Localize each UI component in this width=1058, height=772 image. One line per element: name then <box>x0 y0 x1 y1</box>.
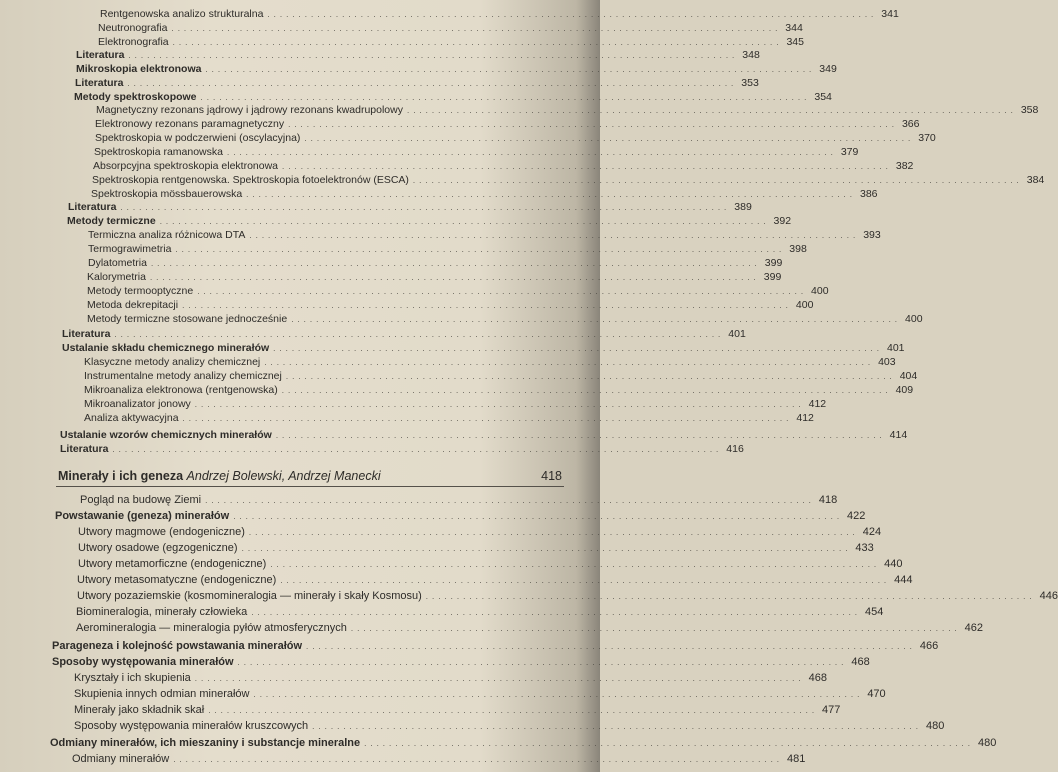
toc-entry <box>62 328 746 340</box>
entry-title: Spektroskopia ramanowska <box>94 146 223 158</box>
entry-page: 454 <box>865 606 884 618</box>
toc-entry <box>55 510 866 522</box>
toc-entry <box>84 398 827 410</box>
entry-page: 400 <box>811 285 829 297</box>
toc-entry <box>84 356 896 368</box>
dot-leader: .................................................................................................. <box>350 624 961 633</box>
entry-page: 403 <box>878 356 896 368</box>
entry-title: Elektronowy rezonans paramagnetyczny <box>95 118 285 130</box>
entry-page: 468 <box>851 656 870 668</box>
toc-entry <box>80 494 838 506</box>
entry-page: 444 <box>894 574 913 586</box>
entry-title: Parageneza i kolejność powstawania minerałów <box>52 640 303 652</box>
toc-entry <box>95 132 936 144</box>
entry-page: 382 <box>895 160 914 172</box>
toc-entry <box>67 215 792 227</box>
entry-title: Spektroskopia w podczerwieni (oscylacyjna) <box>95 132 301 144</box>
entry-page: 358 <box>1020 104 1039 116</box>
entry-page: 384 <box>1026 174 1045 186</box>
toc-entry <box>91 188 878 200</box>
chapter-title: Minerały i ich geneza <box>58 469 184 483</box>
entry-page: 401 <box>728 328 746 340</box>
toc-entry <box>87 299 814 311</box>
dot-leader: .................................................................................................. <box>194 674 805 683</box>
dot-leader: .................................................................................................. <box>406 106 1017 115</box>
entry-page: 414 <box>889 429 908 441</box>
entry-title: Ustalanie wzorów chemicznych minerałów <box>60 429 272 441</box>
toc-entry <box>88 243 807 255</box>
entry-page: 344 <box>785 22 803 34</box>
dot-leader: .................................................................................................. <box>226 148 837 157</box>
entry-title: Mikroanaliza elektronowa (rentgenowska) <box>84 384 278 396</box>
toc-entry <box>88 257 783 269</box>
toc-entry <box>76 49 760 61</box>
entry-title: Pogląd na budowę Ziemi <box>80 494 202 506</box>
toc-entry <box>75 77 759 89</box>
entry-page: 422 <box>847 510 866 522</box>
toc-entry <box>87 313 923 325</box>
toc-entry <box>84 412 814 424</box>
entry-title: Utwory metasomatyczne (endogeniczne) <box>77 574 277 586</box>
entry-page: 393 <box>863 229 881 241</box>
entry-title: Termiczna analiza różnicowa DTA <box>88 229 246 241</box>
entry-title: Literatura <box>62 328 111 340</box>
dot-leader: .................................................................................................. <box>172 38 783 47</box>
dot-leader: .................................................................................................. <box>246 190 856 199</box>
entry-title: Utwory pozaziemskie (kosmomineralogia — minerały i skały Kosmosu) <box>77 590 422 602</box>
dot-leader: .................................................................................................. <box>114 330 725 339</box>
dot-leader: .................................................................................................. <box>208 706 819 715</box>
entry-page: 470 <box>867 688 886 700</box>
entry-title: Elektronografia <box>98 36 169 48</box>
entry-page: 353 <box>741 77 759 89</box>
entry-title: Aeromineralogia — mineralogia pyłów atmosferycznych <box>76 622 347 634</box>
toc-entry <box>74 688 886 700</box>
entry-title: Metody spektroskopowe <box>74 91 197 103</box>
entry-page: 418 <box>818 494 838 506</box>
entry-title: Minerały jako składnik skał <box>74 704 205 716</box>
toc-entry <box>50 737 997 749</box>
dot-leader: .................................................................................................. <box>273 344 883 353</box>
entry-title: Literatura <box>60 443 109 455</box>
entry-page: 400 <box>905 313 923 325</box>
entry-title: Metody termooptyczne <box>87 285 194 297</box>
entry-page: 412 <box>796 412 814 424</box>
toc-entry <box>84 370 918 382</box>
toc-entry <box>98 22 803 34</box>
entry-title: Spektroskopia rentgenowska. Spektroskopia fotoelektronów (ESCA) <box>92 174 409 186</box>
entry-title: Klasyczne metody analizy chemicznej <box>84 356 261 368</box>
entry-page: 399 <box>764 257 783 269</box>
entry-title: Absorpcyjna spektroskopia elektronowa <box>93 160 279 172</box>
entry-page: 466 <box>919 640 939 652</box>
entry-page: 379 <box>840 146 859 158</box>
toc-entry <box>72 753 806 765</box>
dot-leader: .................................................................................................. <box>149 273 760 282</box>
chapter-title-block <box>58 469 381 483</box>
entry-title: Sposoby występowania minerałów kruszcowych <box>74 720 309 732</box>
dot-leader: .................................................................................................. <box>275 431 886 440</box>
dot-leader: .................................................................................................. <box>304 134 915 143</box>
dot-leader: .................................................................................................. <box>120 203 731 212</box>
toc-entry <box>78 558 903 570</box>
dot-leader: .................................................................................................. <box>237 658 848 667</box>
entry-page: 480 <box>977 737 997 749</box>
toc-entry <box>74 704 841 716</box>
toc-entry <box>96 104 1039 116</box>
entry-title: Metoda dekrepitacji <box>87 299 179 311</box>
entry-page: 404 <box>899 370 918 382</box>
toc-entry <box>77 574 913 586</box>
entry-title: Skupienia innych odmian minerałów <box>74 688 250 700</box>
dot-leader: .................................................................................................. <box>194 400 805 409</box>
toc-entry <box>76 622 984 634</box>
entry-title: Mikroanalizator jonowy <box>84 398 191 410</box>
dot-leader: .................................................................................................. <box>291 315 902 324</box>
entry-page: 468 <box>808 672 827 684</box>
toc-entry <box>76 606 884 618</box>
toc-entry <box>60 429 908 441</box>
toc-entry <box>94 146 859 158</box>
entry-title: Termograwimetria <box>88 243 172 255</box>
toc-entry <box>60 443 744 455</box>
toc-entry <box>76 63 837 75</box>
entry-page: 398 <box>789 243 807 255</box>
entry-page: 480 <box>926 720 945 732</box>
entry-page: 424 <box>862 526 882 538</box>
toc-entry <box>52 640 939 652</box>
entry-page: 348 <box>742 49 760 61</box>
dot-leader: .................................................................................................. <box>425 592 1036 601</box>
toc-entry <box>93 160 914 172</box>
entry-title: Ustalanie składu chemicznego minerałów <box>62 342 270 354</box>
dot-leader: .................................................................................................. <box>159 217 770 226</box>
entry-page: 366 <box>901 118 920 130</box>
entry-title: Literatura <box>75 77 124 89</box>
entry-page: 401 <box>886 342 905 354</box>
entry-title: Utwory osadowe (egzogeniczne) <box>78 542 238 554</box>
entry-page: 462 <box>964 622 984 634</box>
entry-page: 477 <box>822 704 841 716</box>
entry-title: Rentgenowska analizo strukturalna <box>100 8 264 20</box>
entry-title: Spektroskopia mössbauerowska <box>91 188 243 200</box>
dot-leader: .................................................................................................. <box>267 10 878 19</box>
entry-page: 412 <box>808 398 827 410</box>
entry-page: 345 <box>786 36 804 48</box>
chapter-page: 418 <box>541 469 562 483</box>
entry-title: Kryształy i ich skupienia <box>74 672 191 684</box>
dot-leader: .................................................................................................. <box>197 287 808 296</box>
entry-title: Magnetyczny rezonans jądrowy i jądrowy rezonans kwadrupolowy <box>96 104 403 116</box>
dot-leader: .................................................................................................. <box>285 372 896 381</box>
dot-leader: .................................................................................................. <box>205 496 815 505</box>
dot-leader: .................................................................................................. <box>270 560 881 569</box>
dot-leader: .................................................................................................. <box>233 512 844 521</box>
dot-leader: .................................................................................................. <box>253 690 864 699</box>
dot-leader: .................................................................................................. <box>205 65 816 74</box>
entry-page: 409 <box>895 384 914 396</box>
toc-entry <box>68 201 752 213</box>
chapter-authors: Andrzej Bolewski, Andrzej Manecki <box>186 469 381 483</box>
chapter-rule <box>56 486 564 487</box>
dot-leader: .................................................................................................. <box>412 176 1023 185</box>
entry-title: Instrumentalne metody analizy chemicznej <box>84 370 282 382</box>
dot-leader: .................................................................................................. <box>251 608 862 617</box>
entry-title: Dylatometria <box>88 257 147 269</box>
toc-entry <box>95 118 920 130</box>
entry-page: 399 <box>763 271 782 283</box>
dot-leader: .................................................................................................. <box>182 301 792 310</box>
dot-leader: .................................................................................................. <box>127 79 738 88</box>
toc-entry <box>78 526 882 538</box>
entry-title: Neutronografia <box>98 22 168 34</box>
entry-page: 400 <box>795 299 814 311</box>
entry-title: Sposoby występowania minerałów <box>52 656 234 668</box>
chapter-heading <box>58 469 562 483</box>
entry-title: Analiza aktywacyjna <box>84 412 179 424</box>
entry-page: 440 <box>884 558 903 570</box>
dot-leader: .................................................................................................. <box>241 544 852 553</box>
entry-title: Powstawanie (geneza) minerałów <box>55 510 230 522</box>
entry-page: 481 <box>787 753 806 765</box>
entry-page: 389 <box>734 201 752 213</box>
toc-entry <box>87 285 829 297</box>
entry-title: Mikroskopia elektronowa <box>76 63 202 75</box>
entry-page: 354 <box>814 91 832 103</box>
toc-entry <box>78 542 874 554</box>
entry-title: Utwory magmowe (endogeniczne) <box>78 526 245 538</box>
entry-title: Literatura <box>68 201 117 213</box>
entry-title: Metody termiczne <box>67 215 156 227</box>
toc-entry <box>92 174 1045 186</box>
toc-entry <box>52 656 870 668</box>
entry-title: Utwory metamorficzne (endogeniczne) <box>78 558 267 570</box>
entry-page: 416 <box>726 443 744 455</box>
dot-leader: .................................................................................................. <box>281 386 892 395</box>
entry-title: Odmiany minerałów, ich mieszaniny i substancje mineralne <box>50 737 361 749</box>
toc-entry <box>98 36 804 48</box>
toc-entry <box>88 229 881 241</box>
toc-entry <box>62 342 905 354</box>
entry-page: 349 <box>819 63 837 75</box>
dot-leader: .................................................................................................. <box>282 162 892 171</box>
entry-page: 433 <box>855 542 874 554</box>
entry-page: 370 <box>918 132 936 144</box>
entry-page: 386 <box>860 188 878 200</box>
toc-entry <box>100 8 899 20</box>
toc-entry <box>74 91 832 103</box>
dot-leader: .................................................................................................. <box>312 722 922 731</box>
entry-title: Odmiany minerałów <box>72 753 170 765</box>
dot-leader: .................................................................................................. <box>306 642 916 651</box>
toc-entry <box>77 590 1058 602</box>
entry-title: Kalorymetria <box>87 271 146 283</box>
dot-leader: .................................................................................................. <box>171 24 782 33</box>
dot-leader: .................................................................................................. <box>264 358 875 367</box>
dot-leader: .................................................................................................. <box>112 445 723 454</box>
entry-page: 446 <box>1039 590 1058 602</box>
dot-leader: .................................................................................................. <box>150 259 761 268</box>
toc-entry <box>74 720 945 732</box>
dot-leader: .................................................................................................. <box>249 231 860 240</box>
dot-leader: .................................................................................................. <box>288 120 898 129</box>
entry-title: Biomineralogia, minerały człowieka <box>76 606 248 618</box>
dot-leader: .................................................................................................. <box>182 414 793 423</box>
dot-leader: .................................................................................................. <box>175 245 786 254</box>
dot-leader: .................................................................................................. <box>128 51 739 60</box>
dot-leader: .................................................................................................. <box>200 93 811 102</box>
dot-leader: .................................................................................................. <box>364 739 974 748</box>
dot-leader: .................................................................................................. <box>173 755 784 764</box>
entry-title: Metody termiczne stosowane jednocześnie <box>87 313 288 325</box>
dot-leader: .................................................................................................. <box>280 576 891 585</box>
toc-entry <box>84 384 914 396</box>
entry-title: Literatura <box>76 49 125 61</box>
dot-leader: .................................................................................................. <box>248 528 859 537</box>
entry-page: 341 <box>881 8 899 20</box>
toc-entry <box>74 672 827 684</box>
entry-page: 392 <box>773 215 792 227</box>
toc-entry <box>87 271 782 283</box>
